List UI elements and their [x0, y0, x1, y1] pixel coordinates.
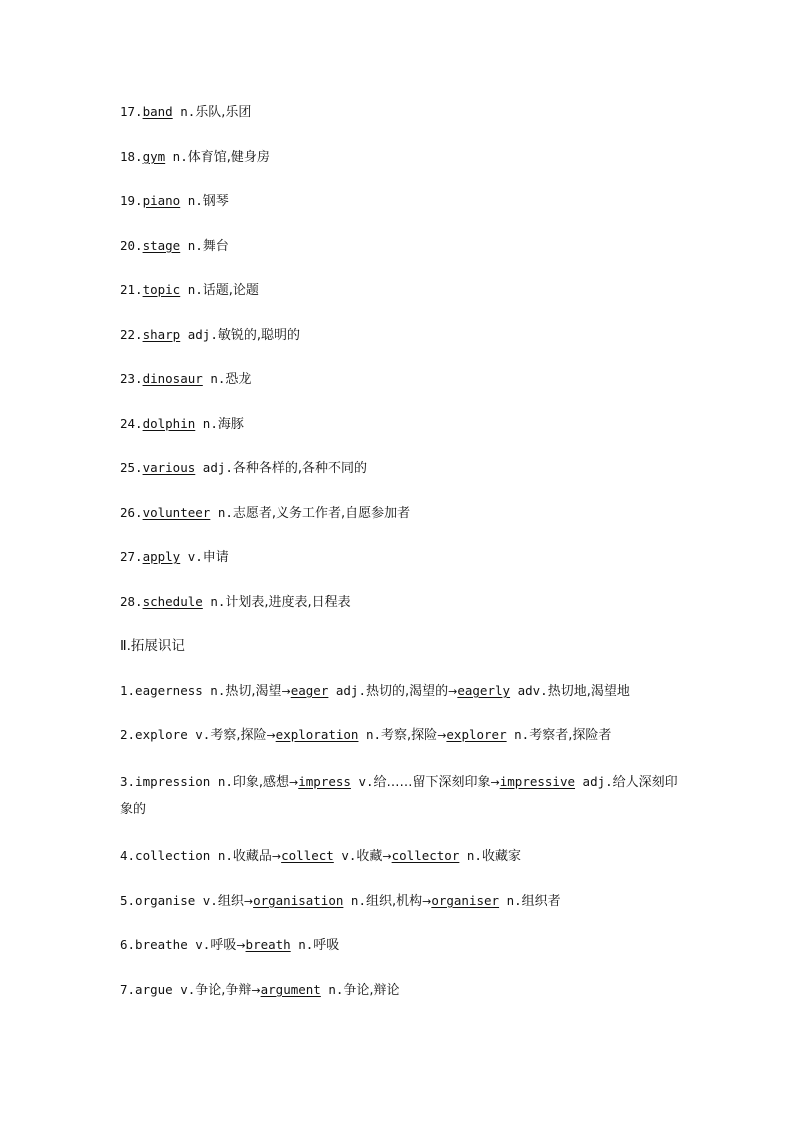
part-of-speech: n.	[202, 371, 226, 386]
part-of-speech: n.	[180, 238, 203, 253]
part-of-speech: n.	[459, 848, 482, 863]
part-of-speech: adj.	[575, 774, 613, 789]
base-word: 6.breathe v.	[120, 937, 211, 952]
meaning: 话题,论题	[202, 283, 259, 298]
part-of-speech: n.	[343, 893, 366, 908]
part-of-speech: n.	[180, 282, 203, 297]
answer-word: volunteer	[142, 505, 211, 520]
section-heading: Ⅱ.拓展识记	[120, 638, 185, 654]
part-of-speech: adv.	[510, 683, 548, 698]
answer-word: various	[142, 460, 196, 475]
meaning: 钢琴	[202, 194, 229, 209]
meaning: 争论,辩论	[343, 983, 400, 998]
part-of-speech: n.	[320, 982, 344, 997]
meaning: 收藏家	[481, 849, 521, 864]
meaning: 给人深刻印象的	[120, 775, 678, 817]
meaning: 敏锐的,聪明的	[217, 328, 300, 343]
answer-word: dolphin	[142, 416, 196, 431]
item-number: 24.	[120, 416, 143, 431]
meaning: 组织	[217, 894, 244, 909]
vocab-item	[120, 368, 684, 391]
extension-item	[120, 680, 684, 703]
answer-word: eagerly	[457, 683, 511, 698]
extension-item	[120, 724, 684, 747]
answer-word: impressive	[499, 774, 576, 789]
answer-word: apply	[142, 549, 181, 564]
part-of-speech: n.	[506, 727, 530, 742]
meaning: 舞台	[202, 239, 229, 254]
vocab-item	[120, 502, 684, 525]
arrow-icon: →	[266, 729, 276, 742]
vocab-item	[120, 457, 684, 480]
answer-word: dinosaur	[142, 371, 203, 386]
part-of-speech: v.	[333, 848, 357, 863]
meaning: 热切地,渴望地	[547, 684, 630, 699]
item-number: 20.	[120, 238, 143, 253]
meaning: 争论,争辩	[195, 983, 252, 998]
meaning: 考察,探险	[381, 728, 438, 743]
part-of-speech: n.	[290, 937, 314, 952]
arrow-icon: →	[271, 850, 282, 863]
item-number: 26.	[120, 505, 143, 520]
arrow-icon: →	[281, 685, 291, 698]
arrow-icon: →	[236, 939, 246, 952]
arrow-icon: →	[289, 776, 299, 789]
meaning: 热切,渴望	[225, 684, 282, 699]
item-number: 21.	[120, 282, 143, 297]
meaning: 申请	[202, 550, 229, 565]
meaning: 收藏品	[232, 849, 272, 864]
part-of-speech: n.	[172, 104, 196, 119]
answer-word: collector	[391, 848, 460, 863]
meaning: 组织,机构	[365, 894, 423, 909]
meaning: 组织者	[521, 894, 561, 909]
base-word: 7.argue v.	[120, 982, 196, 997]
item-number: 18.	[120, 149, 143, 164]
meaning: 海豚	[217, 417, 244, 432]
item-number: 23.	[120, 371, 143, 386]
extension-item	[120, 979, 684, 1002]
meaning: 考察,探险	[210, 728, 267, 743]
answer-word: topic	[142, 282, 181, 297]
base-word: 1.eagerness n.	[120, 683, 226, 698]
answer-word: eager	[290, 683, 329, 698]
vocab-item	[120, 546, 684, 569]
base-word: 4.collection n.	[120, 848, 233, 863]
vocab-item	[120, 591, 684, 614]
item-number: 17.	[120, 104, 143, 119]
answer-word: sharp	[142, 327, 181, 342]
base-word: 5.organise v.	[120, 893, 218, 908]
answer-word: exploration	[275, 727, 359, 742]
meaning: 印象,感想	[232, 775, 290, 790]
answer-word: gym	[142, 149, 166, 164]
vocab-item	[120, 101, 684, 124]
part-of-speech: n.	[165, 149, 188, 164]
meaning: 收藏	[356, 849, 383, 864]
meaning: 热切的,渴望的	[366, 684, 449, 699]
extension-item	[120, 845, 684, 868]
answer-word: band	[142, 104, 173, 119]
meaning: 考察者,探险者	[529, 728, 612, 743]
part-of-speech: v.	[350, 774, 374, 789]
vocab-item	[120, 235, 684, 258]
arrow-icon: →	[251, 984, 261, 997]
part-of-speech: v.	[180, 549, 203, 564]
answer-word: impress	[298, 774, 351, 789]
part-of-speech: n.	[195, 416, 218, 431]
extension-item	[120, 890, 684, 913]
part-of-speech: adj.	[180, 327, 218, 342]
arrow-icon: →	[448, 685, 458, 698]
part-of-speech: n.	[499, 893, 522, 908]
item-number: 22.	[120, 327, 143, 342]
meaning: 志愿者,义务工作者,自愿参加者	[232, 506, 411, 521]
arrow-icon: →	[437, 729, 447, 742]
answer-word: argument	[260, 982, 321, 997]
item-number: 27.	[120, 549, 143, 564]
meaning: 恐龙	[225, 372, 252, 387]
meaning: 给……留下深刻印象	[373, 775, 491, 790]
answer-word: breath	[245, 937, 291, 952]
base-word: 3.impression n.	[120, 774, 233, 789]
part-of-speech: n.	[358, 727, 382, 742]
part-of-speech: adj.	[195, 460, 233, 475]
vocab-item	[120, 413, 684, 436]
item-number: 19.	[120, 193, 143, 208]
item-number: 28.	[120, 594, 143, 609]
part-of-speech: n.	[202, 594, 226, 609]
extension-item	[120, 769, 684, 823]
arrow-icon: →	[382, 850, 392, 863]
meaning: 体育馆,健身房	[187, 150, 270, 165]
vocab-item	[120, 190, 684, 213]
answer-word: organisation	[253, 893, 344, 908]
meaning: 呼吸	[210, 938, 237, 953]
answer-word: stage	[142, 238, 181, 253]
meaning: 乐队,乐团	[195, 105, 252, 120]
item-number: 25.	[120, 460, 143, 475]
meaning: 呼吸	[313, 938, 340, 953]
meaning: 各种各样的,各种不同的	[232, 461, 368, 476]
arrow-icon: →	[422, 895, 432, 908]
answer-word: piano	[142, 193, 181, 208]
answer-word: explorer	[446, 727, 507, 742]
part-of-speech: n.	[210, 505, 233, 520]
base-word: 2.explore v.	[120, 727, 211, 742]
vocab-item	[120, 324, 684, 347]
answer-word: schedule	[142, 594, 203, 609]
arrow-icon: →	[490, 776, 500, 789]
meaning: 计划表,进度表,日程表	[225, 595, 351, 610]
vocab-item	[120, 146, 684, 169]
arrow-icon: →	[243, 895, 254, 908]
answer-word: organiser	[431, 893, 500, 908]
part-of-speech: n.	[180, 193, 203, 208]
vocab-item	[120, 279, 684, 302]
part-of-speech: adj.	[328, 683, 366, 698]
extension-item	[120, 934, 684, 957]
answer-word: collect	[281, 848, 334, 863]
